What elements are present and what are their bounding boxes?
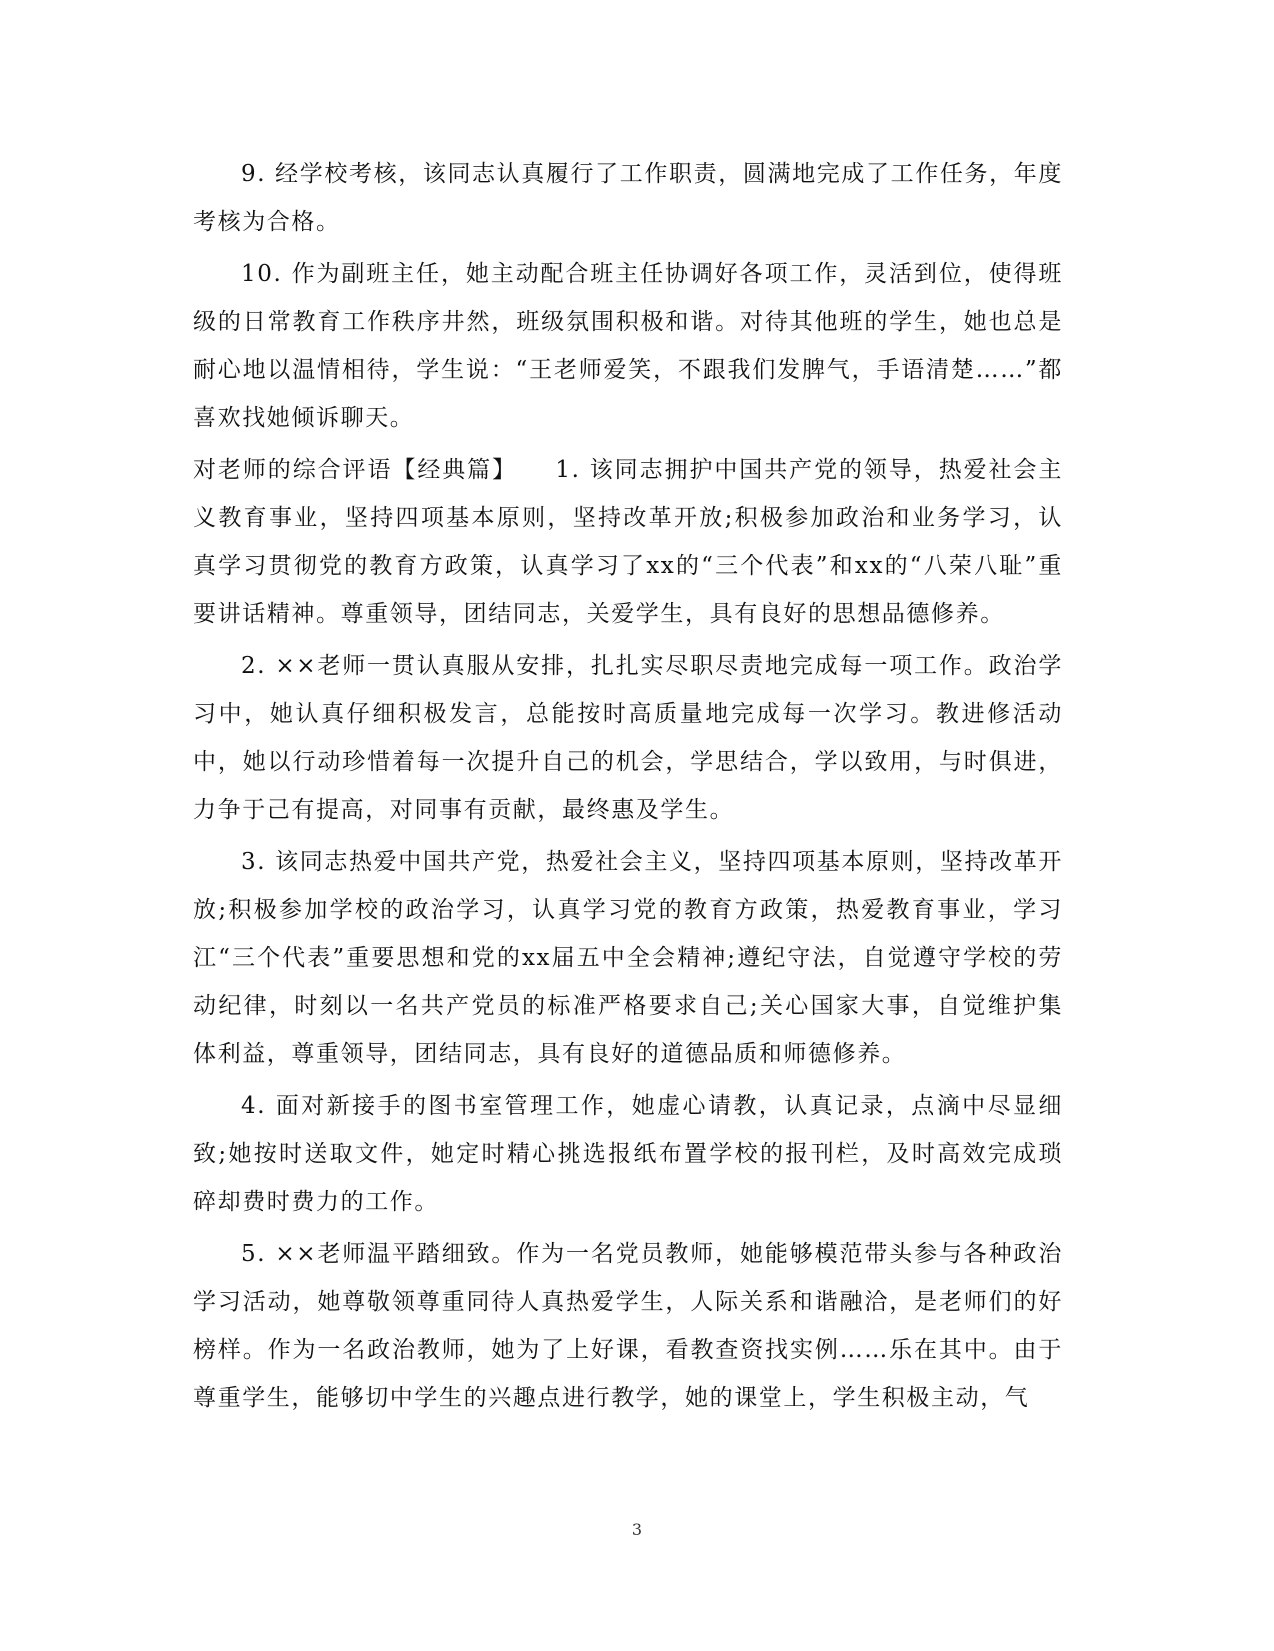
paragraph-classic-heading-item-1: 对老师的综合评语【经典篇】 1. 该同志拥护中国共产党的领导，热爱社会主义教育事业，坚持四项基本原则，坚持改革开放;积极参加政治和业务学习，认真学习贯彻党的教育方政策，认真学习了xx的“三个代表”和xx的“八荣八耻”重要讲话精神。尊重领导，团结同志，关爱学生，具有良好的思想品德修养。	[193, 457, 1063, 627]
document-body	[193, 150, 1063, 1426]
page-number: 3	[631, 1520, 643, 1539]
paragraph-item-5: 5. ××老师温平踏细致。作为一名党员教师，她能够模范带头参与各种政治学习活动，她尊敬领尊重同待人真热爱学生，人际关系和谐融洽，是老师们的好榜样。作为一名政治教师，她为了上好课，看教查资找实例……乐在其中。由于尊重学生，能够切中学生的兴趣点进行教学，她的课堂上，学生积极主动，气	[193, 1241, 1063, 1411]
paragraph-item-4: 4. 面对新接手的图书室管理工作，她虚心请教，认真记录，点滴中尽显细致;她按时送取文件，她定时精心挑选报纸布置学校的报刊栏，及时高效完成琐碎却费时费力的工作。	[193, 1093, 1063, 1215]
paragraph-item-10: 10. 作为副班主任，她主动配合班主任协调好各项工作，灵活到位，使得班级的日常教育工作秩序井然，班级氛围积极和谐。对待其他班的学生，她也总是耐心地以温情相待，学生说：“王老师爱笑，不跟我们发脾气，手语清楚……”都喜欢找她倾诉聊天。	[193, 261, 1063, 431]
paragraph-item-3: 3. 该同志热爱中国共产党，热爱社会主义，坚持四项基本原则，坚持改革开放;积极参加学校的政治学习，认真学习党的教育方政策，热爱教育事业，学习江“三个代表”重要思想和党的xx届五中全会精神;遵纪守法，自觉遵守学校的劳动纪律，时刻以一名共产党员的标准严格要求自己;关心国家大事，自觉维护集体利益，尊重领导，团结同志，具有良好的道德品质和师德修养。	[193, 849, 1063, 1067]
paragraph-item-2: 2. ××老师一贯认真服从安排，扎扎实尽职尽责地完成每一项工作。政治学习中，她认真仔细积极发言，总能按时高质量地完成每一次学习。教进修活动中，她以行动珍惜着每一次提升自己的机会，学思结合，学以致用，与时俱进，力争于己有提高，对同事有贡献，最终惠及学生。	[193, 653, 1063, 823]
paragraph-item-9: 9. 经学校考核，该同志认真履行了工作职责，圆满地完成了工作任务，年度考核为合格。	[193, 161, 1063, 235]
